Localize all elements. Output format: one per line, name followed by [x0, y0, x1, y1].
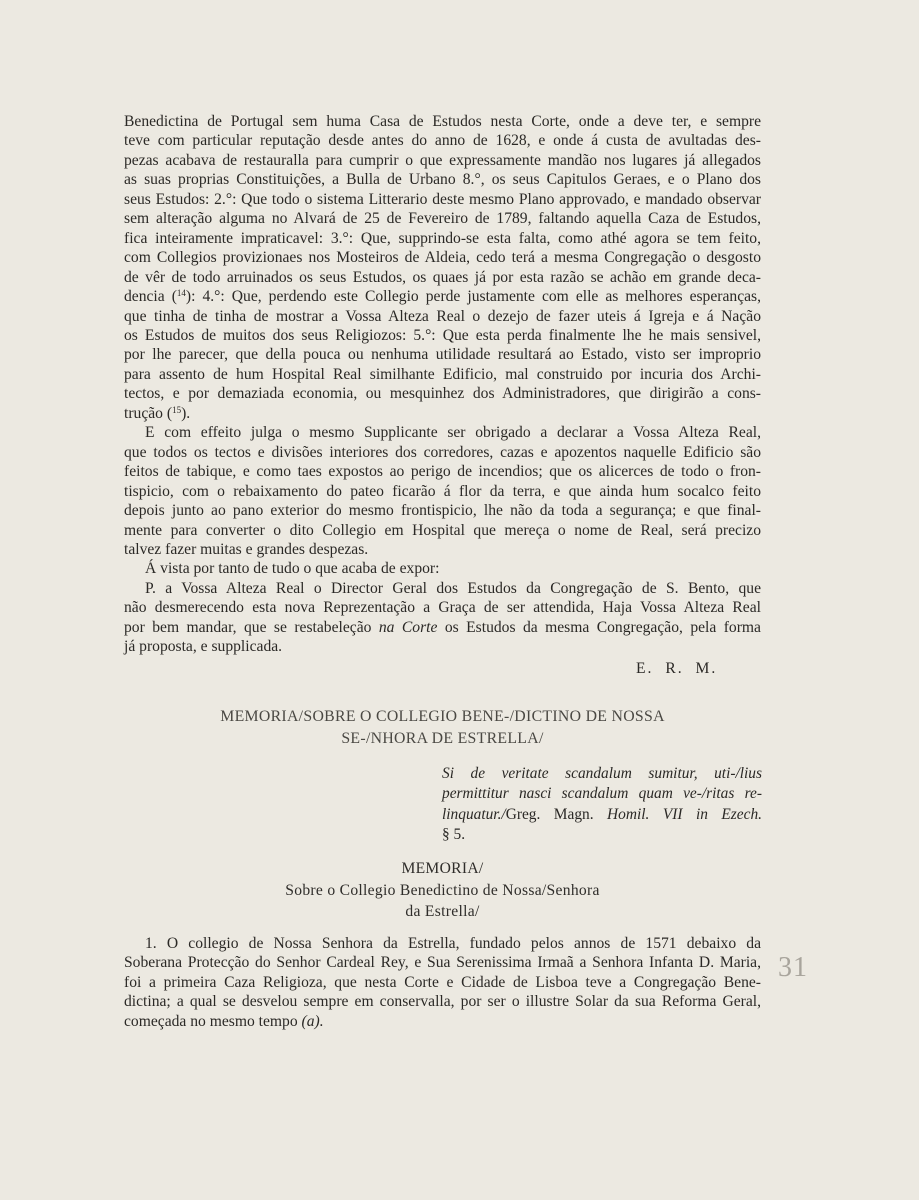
epigraph [442, 764, 762, 845]
text-line: pezas acabava de restauralla para cumprir o que expressamente mandão nos lugares já allegados [124, 151, 761, 169]
epigraph-line [442, 784, 762, 804]
section-1-text [124, 934, 761, 1031]
subtitle-line: MEMORIA/ [401, 860, 484, 877]
epigraph-line [442, 805, 762, 825]
text-line [124, 1012, 761, 1031]
text-line: com Collegios provizionaes nos Mosteiros de Aldeia, cedo terá a mesma Congregação o desgosto [124, 249, 761, 267]
paragraph-1 [124, 112, 761, 423]
text-line [124, 618, 761, 637]
text-line: que todos os tectos e divisões interiores dos corredores, cazas e apozentos naquelle Edificio são [124, 443, 761, 461]
footnote-ref: 14 [176, 288, 186, 299]
text-line: dencia ($^{14}$): 4.°: Que, perdendo este Collegio perde justamente com elle as melhores esperanças, [124, 288, 762, 306]
italic-phrase: na Corte [378, 618, 438, 636]
subtitle-line: da Estrella/ [405, 903, 480, 920]
epigraph-text: permittitur nasci scandalum quam ve-/ritas re- [442, 785, 762, 803]
text-line: depois junto ao pano exterior do mesmo frontispicio, lhe não da toda a segurança; e que final- [124, 502, 761, 520]
heading-line: MEMORIA/SOBRE O COLLEGIO BENE-/DICTINO DE NOSSA [220, 708, 665, 725]
page-number: 31 [778, 952, 808, 983]
text-line: por lhe parecer, que della pouca ou nenhuma utilidade resultará ao Estado, visto ser improprio [124, 346, 761, 364]
signature-initials: E. R. M. [636, 660, 718, 677]
paragraph-3 [124, 559, 761, 578]
text-line: Soberana Protecção do Senhor Cardeal Rey, e Sua Serenissima Irmaã a Senhora Infanta D. Maria, [124, 954, 761, 972]
epigraph-source: Greg. Magn. [505, 805, 594, 823]
text-line: para assento de hum Hospital Real similhante Edificio, mal construido por incuria dos Archi- [124, 365, 761, 383]
text-line: 1. O collegio de Nossa Senhora da Estrella, fundado pelos annos de 1571 debaixo da [145, 935, 761, 952]
text-line: Á vista por tanto de tudo o que acaba de expor: [145, 560, 440, 578]
text-line: tispicio, com o rebaixamento do pateo ficarão á flor da terra, e que ainda hum socalco feito [124, 482, 761, 500]
text-segment: começada no mesmo tempo [124, 1012, 298, 1030]
body-text [124, 112, 761, 657]
text-line: sem alteração alguma no Alvará de 25 de Fevereiro de 1789, faltando aquella Caza de Estudos, [124, 210, 761, 228]
footnote-marker: (a). [301, 1012, 324, 1030]
text-line: talvez fazer muitas e grandes despezas. [124, 540, 369, 558]
text-line: não desmerecendo esta nova Reprezentação a Graça de ser attendida, Haja Vossa Alteza Real [124, 599, 761, 617]
memoria-heading [124, 706, 761, 750]
text-line: E com effeito julga o mesmo Supplicante ser obrigado a declarar a Vossa Alteza Real, [145, 424, 761, 442]
text-line: que tinha de tinha de mostrar a Vossa Alteza Real o dezejo de fazer uteis á Igreja e á Nação [124, 307, 761, 325]
paragraph-section-1 [124, 934, 761, 1031]
epigraph-line: § 5. [442, 825, 466, 843]
text-line: as suas proprias Constituições, a Bulla de Urbano 8.°, os seus Capitulos Geraes, e o Plano dos [124, 171, 761, 189]
text-line: seus Estudos: 2.°: Que todo o sistema Litterario deste mesmo Plano approvado, e mandado observar [124, 190, 761, 208]
text-line: foi a primeira Caza Religioza, que nesta Corte e Cidade de Lisboa teve a Congregação Bene- [124, 973, 761, 991]
text-line: mente para converter o dito Collegio em Hospital que mereça o nome de Real, será precizo [124, 521, 761, 539]
text-line: dictina; a qual se desvelou sempre em conservalla, por ser o illustre Solar da sua Reforma Geral, [124, 993, 761, 1011]
text-line: já proposta, e supplicada. [124, 638, 283, 656]
memoria-subtitle [124, 858, 761, 923]
paragraph-2 [124, 423, 761, 559]
text-line: trução ($^{15}$). [124, 404, 191, 422]
text-segment: os Estudos da mesma Congregação, pela forma [444, 618, 761, 636]
epigraph-text: Si de veritate scandalum sumitur, uti-/lius [442, 765, 762, 782]
text-line: Benedictina de Portugal sem huma Casa de Estudos nesta Corte, onde a deve ter, e sempre [124, 113, 761, 130]
text-line: os Estudos de muitos dos seus Religiozos: 5.°: Que esta perda finalmente lhe he mais sensivel, [124, 326, 761, 344]
epigraph-line [442, 764, 762, 784]
text-segment: por bem mandar, que se restabeleção [124, 618, 372, 636]
text-line: fica inteiramente impraticavel: 3.°: Que, supprindo-se esta falta, como athé agora se tem feito, [124, 229, 761, 247]
text-line: feitos de tabique, e como taes expostos ao perigo de incendios; que os alicerces de todo o fron- [124, 463, 761, 481]
epigraph-text: linquatur./ [442, 805, 506, 823]
text-line: teve com particular reputação desde antes do anno de 1628, e onde á custa de avultadas des- [124, 132, 761, 150]
footnote-ref: 15 [172, 404, 182, 415]
text-line: de vêr de todo arruinados os seus Estudos, os quaes já por esta razão se achão em grande deca- [124, 268, 761, 286]
heading-line: SE-/NHORA DE ESTRELLA/ [341, 730, 544, 747]
subtitle-line: Sobre o Collegio Benedictino de Nossa/Senhora [285, 881, 600, 899]
text-line: tectos, e por demaziada economia, ou mesquinhez dos Administradores, que dirigirão a cons- [124, 385, 761, 403]
text-line: P. a Vossa Alteza Real o Director Geral dos Estudos da Congregação de S. Bento, que [145, 579, 761, 597]
epigraph-reference: Homil. VII in Ezech. [607, 805, 762, 823]
paragraph-4 [124, 579, 761, 657]
